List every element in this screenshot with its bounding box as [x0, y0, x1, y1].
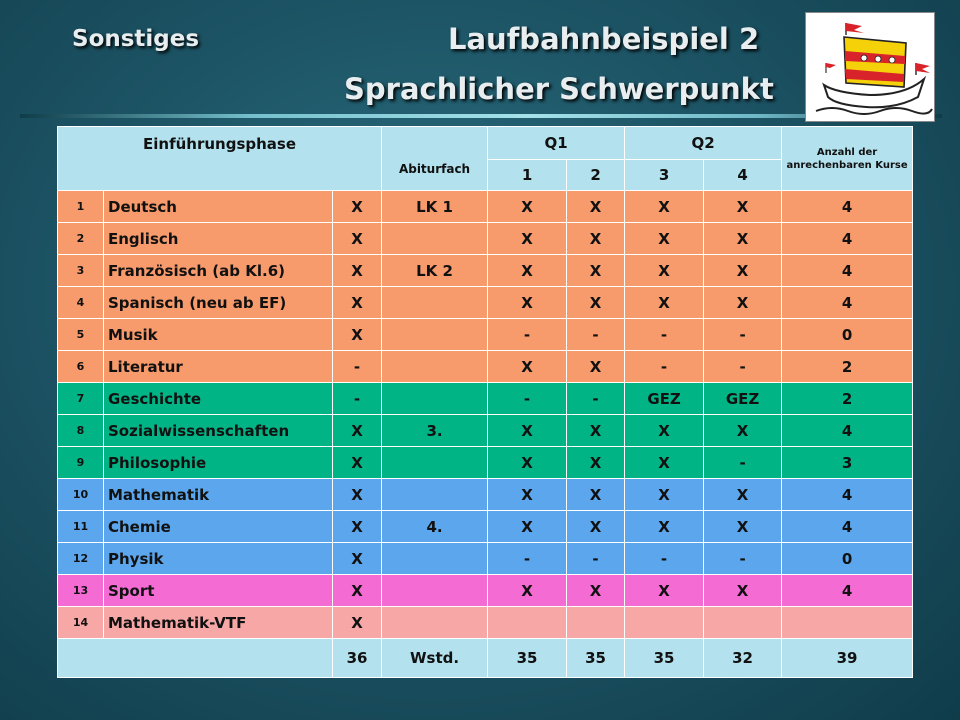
course-count-cell: 4 [782, 511, 913, 543]
semester-2-cell: X [567, 479, 625, 511]
header-divider [20, 114, 942, 118]
course-count-cell: 2 [782, 351, 913, 383]
semester-2-cell: X [567, 447, 625, 479]
header-semester-4: 4 [704, 160, 782, 191]
course-count-cell: 3 [782, 447, 913, 479]
semester-3-cell: X [625, 415, 704, 447]
semester-4-cell: X [704, 575, 782, 607]
table-row [58, 447, 913, 479]
abi-cell [382, 575, 488, 607]
semester-4-cell: - [704, 351, 782, 383]
ef-cell: X [333, 287, 382, 319]
semester-2-cell: X [567, 415, 625, 447]
semester-3-cell: X [625, 447, 704, 479]
semester-1-cell: X [488, 415, 567, 447]
semester-3-cell: X [625, 191, 704, 223]
ef-cell: X [333, 447, 382, 479]
row-number: 14 [58, 607, 104, 639]
row-number: 3 [58, 255, 104, 287]
course-count-cell: 4 [782, 415, 913, 447]
semester-1-cell: X [488, 479, 567, 511]
ef-cell: X [333, 575, 382, 607]
course-count-cell: 0 [782, 543, 913, 575]
semester-2-cell [567, 607, 625, 639]
semester-2-cell: X [567, 575, 625, 607]
ef-cell: X [333, 415, 382, 447]
table-row [58, 287, 913, 319]
total-abi-cell: Wstd. [382, 639, 488, 678]
semester-2-cell: - [567, 319, 625, 351]
row-number: 2 [58, 223, 104, 255]
abi-cell: LK 1 [382, 191, 488, 223]
semester-1-cell: X [488, 511, 567, 543]
table-row [58, 543, 913, 575]
table-row [58, 255, 913, 287]
subject-name: Physik [104, 543, 333, 575]
semester-3-cell: X [625, 479, 704, 511]
course-count-cell: 2 [782, 383, 913, 415]
table-row [58, 319, 913, 351]
semester-2-cell: X [567, 223, 625, 255]
total-semester-3-cell: 35 [625, 639, 704, 678]
subject-name: Spanisch (neu ab EF) [104, 287, 333, 319]
total-row [58, 639, 913, 678]
subject-name: Deutsch [104, 191, 333, 223]
semester-2-cell: X [567, 255, 625, 287]
abi-cell [382, 447, 488, 479]
total-semester-4-cell: 32 [704, 639, 782, 678]
header-semester-2: 2 [567, 160, 625, 191]
subject-name: Englisch [104, 223, 333, 255]
abi-cell [382, 223, 488, 255]
semester-4-cell: GEZ [704, 383, 782, 415]
semester-4-cell: - [704, 319, 782, 351]
subject-name: Literatur [104, 351, 333, 383]
abi-cell [382, 543, 488, 575]
header-einfuehrungsphase: Einführungsphase [58, 127, 382, 191]
subject-name: Sozialwissenschaften [104, 415, 333, 447]
header-abiturfach: Abiturfach [382, 127, 488, 191]
row-number: 7 [58, 383, 104, 415]
table-row [58, 511, 913, 543]
semester-3-cell: X [625, 223, 704, 255]
row-number: 5 [58, 319, 104, 351]
semester-3-cell: GEZ [625, 383, 704, 415]
table-row [58, 223, 913, 255]
table-row [58, 607, 913, 639]
ef-cell: X [333, 255, 382, 287]
row-number: 10 [58, 479, 104, 511]
table-row [58, 575, 913, 607]
semester-1-cell [488, 607, 567, 639]
total-semester-1-cell: 35 [488, 639, 567, 678]
semester-4-cell: X [704, 287, 782, 319]
row-number: 8 [58, 415, 104, 447]
semester-1-cell: X [488, 575, 567, 607]
table-row [58, 479, 913, 511]
table-row [58, 415, 913, 447]
row-number: 13 [58, 575, 104, 607]
course-count-cell [782, 607, 913, 639]
semester-1-cell: - [488, 383, 567, 415]
section-label: Sonstiges [72, 26, 200, 52]
total-count-cell: 39 [782, 639, 913, 678]
semester-2-cell: X [567, 511, 625, 543]
semester-3-cell: - [625, 351, 704, 383]
course-count-cell: 4 [782, 575, 913, 607]
abi-cell [382, 287, 488, 319]
semester-1-cell: X [488, 255, 567, 287]
semester-3-cell: X [625, 511, 704, 543]
slide-title: Laufbahnbeispiel 2 [448, 22, 760, 56]
course-count-cell: 0 [782, 319, 913, 351]
abi-cell: 4. [382, 511, 488, 543]
semester-2-cell: X [567, 191, 625, 223]
total-semester-2-cell: 35 [567, 639, 625, 678]
semester-3-cell: - [625, 543, 704, 575]
abi-cell [382, 383, 488, 415]
semester-3-cell [625, 607, 704, 639]
semester-3-cell: X [625, 287, 704, 319]
semester-3-cell: X [625, 575, 704, 607]
ef-cell: X [333, 511, 382, 543]
ef-cell: - [333, 351, 382, 383]
row-number: 1 [58, 191, 104, 223]
table-header-row [58, 127, 913, 160]
semester-2-cell: - [567, 383, 625, 415]
ship-flag-icon [806, 13, 934, 121]
semester-4-cell: X [704, 191, 782, 223]
course-count-cell: 4 [782, 191, 913, 223]
row-number: 11 [58, 511, 104, 543]
ef-cell: X [333, 319, 382, 351]
semester-1-cell: X [488, 191, 567, 223]
semester-4-cell: X [704, 415, 782, 447]
header-semester-3: 3 [625, 160, 704, 191]
row-number: 6 [58, 351, 104, 383]
ef-cell: X [333, 607, 382, 639]
semester-2-cell: - [567, 543, 625, 575]
header-semester-1: 1 [488, 160, 567, 191]
subject-name: Mathematik-VTF [104, 607, 333, 639]
semester-3-cell: X [625, 255, 704, 287]
semester-4-cell: X [704, 223, 782, 255]
ef-cell: X [333, 543, 382, 575]
subject-name: Mathematik [104, 479, 333, 511]
ef-cell: X [333, 223, 382, 255]
subject-name: Musik [104, 319, 333, 351]
header-q1: Q1 [488, 127, 625, 160]
ef-cell: - [333, 383, 382, 415]
header-anzahl: Anzahl der anrechenbaren Kurse [782, 127, 913, 191]
semester-1-cell: X [488, 287, 567, 319]
subject-name: Philosophie [104, 447, 333, 479]
semester-4-cell [704, 607, 782, 639]
course-count-cell: 4 [782, 287, 913, 319]
semester-2-cell: X [567, 351, 625, 383]
subject-name: Französisch (ab Kl.6) [104, 255, 333, 287]
semester-2-cell: X [567, 287, 625, 319]
subject-name: Geschichte [104, 383, 333, 415]
course-plan-table [57, 126, 913, 678]
semester-3-cell: - [625, 319, 704, 351]
row-number: 4 [58, 287, 104, 319]
course-count-cell: 4 [782, 479, 913, 511]
row-number: 9 [58, 447, 104, 479]
semester-4-cell: X [704, 255, 782, 287]
abi-cell: LK 2 [382, 255, 488, 287]
abi-cell [382, 607, 488, 639]
semester-1-cell: - [488, 319, 567, 351]
table-row [58, 191, 913, 223]
course-count-cell: 4 [782, 255, 913, 287]
abi-cell [382, 351, 488, 383]
subject-name: Chemie [104, 511, 333, 543]
total-ef-cell: 36 [333, 639, 382, 678]
semester-1-cell: X [488, 447, 567, 479]
abi-cell: 3. [382, 415, 488, 447]
semester-4-cell: X [704, 511, 782, 543]
subject-name: Sport [104, 575, 333, 607]
table-row [58, 383, 913, 415]
course-count-cell: 4 [782, 223, 913, 255]
ef-cell: X [333, 479, 382, 511]
school-logo [805, 12, 935, 122]
semester-4-cell: X [704, 479, 782, 511]
row-number: 12 [58, 543, 104, 575]
ef-cell: X [333, 191, 382, 223]
semester-4-cell: - [704, 543, 782, 575]
abi-cell [382, 479, 488, 511]
table-row [58, 351, 913, 383]
header-q2: Q2 [625, 127, 782, 160]
abi-cell [382, 319, 488, 351]
semester-1-cell: X [488, 223, 567, 255]
semester-4-cell: - [704, 447, 782, 479]
semester-1-cell: X [488, 351, 567, 383]
total-label-cell [58, 639, 333, 678]
slide-subtitle: Sprachlicher Schwerpunkt [344, 72, 774, 106]
semester-1-cell: - [488, 543, 567, 575]
